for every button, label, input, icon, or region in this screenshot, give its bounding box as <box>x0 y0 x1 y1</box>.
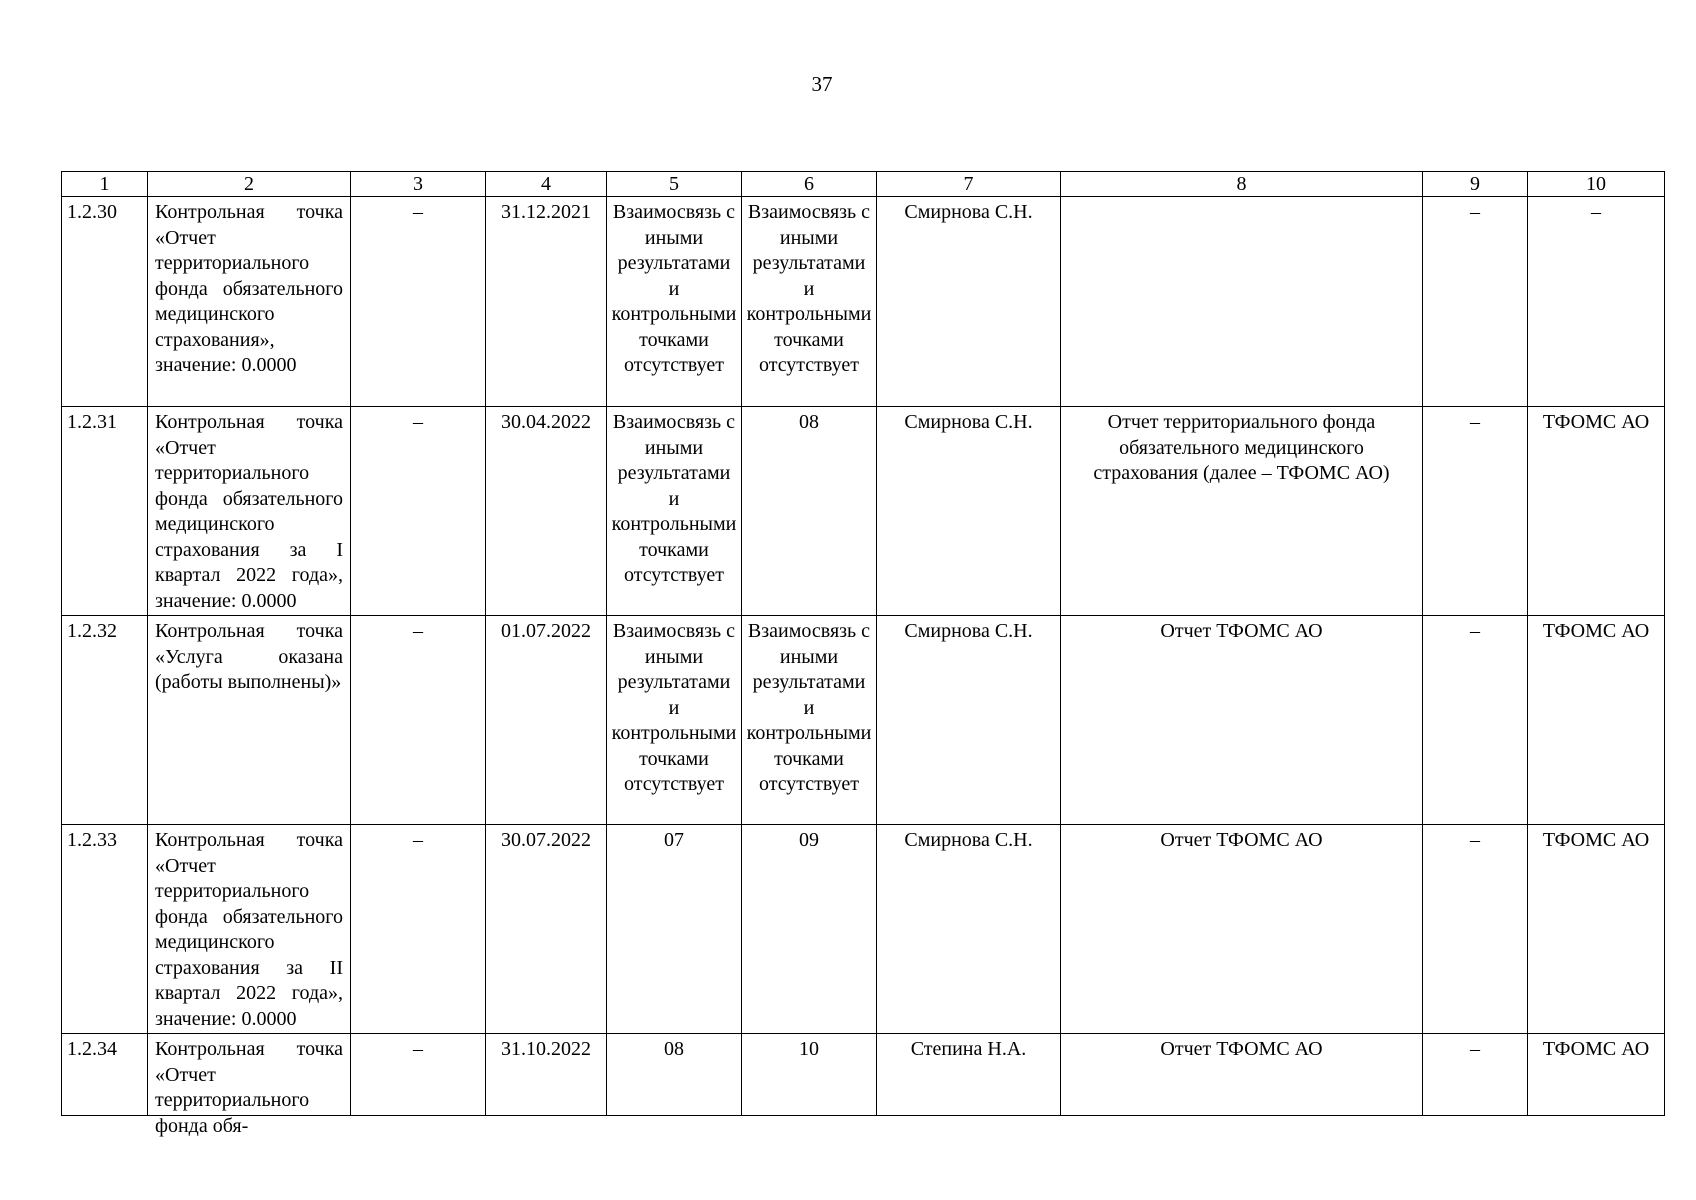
control-points-table <box>61 171 1665 1137</box>
column-header: 1 <box>62 172 148 197</box>
column-header: 4 <box>486 172 607 197</box>
cell-col9: – <box>1423 407 1528 616</box>
cell-col3: – <box>351 197 486 407</box>
row-number: 1.2.31 <box>62 407 148 616</box>
column-header: 9 <box>1423 172 1528 197</box>
header-row <box>62 172 1665 197</box>
cell-col3: – <box>351 1034 486 1116</box>
confirming-document: Отчет ТФОМС АО <box>1061 825 1423 1034</box>
successor: 10 <box>742 1034 877 1116</box>
cell-col3: – <box>351 825 486 1034</box>
predecessor: Взаимосвязь с иными результатами и контрольными точками отсутствует <box>607 616 742 825</box>
column-header: 7 <box>877 172 1061 197</box>
control-point-description: Контрольная точка «Отчет территориального фонда обязательного медицинского страхования», значение: 0.0000 <box>148 197 351 407</box>
table-row <box>62 197 1665 407</box>
cell-col9: – <box>1423 197 1528 407</box>
cell-col9: – <box>1423 1034 1528 1116</box>
due-date: 30.04.2022 <box>486 407 607 616</box>
row-number: 1.2.34 <box>62 1034 148 1116</box>
responsible-person: Степина Н.А. <box>877 1034 1061 1116</box>
responsible-person: Смирнова С.Н. <box>877 616 1061 825</box>
table-row <box>62 1034 1665 1116</box>
responsible-person: Смирнова С.Н. <box>877 407 1061 616</box>
organization: ТФОМС АО <box>1528 825 1665 1034</box>
responsible-person: Смирнова С.Н. <box>877 825 1061 1034</box>
confirming-document <box>1061 197 1423 407</box>
control-point-description-text: Контрольная точка «Отчет территориального фонда обя- <box>155 1038 343 1137</box>
page-number: 37 <box>811 72 833 96</box>
cell-col3: – <box>351 616 486 825</box>
successor: 08 <box>742 407 877 616</box>
successor: Взаимосвязь с иными результатами и контрольными точками отсутствует <box>742 616 877 825</box>
cell-col3: – <box>351 407 486 616</box>
predecessor: Взаимосвязь с иными результатами и контрольными точками отсутствует <box>607 407 742 616</box>
predecessor: Взаимосвязь с иными результатами и контрольными точками отсутствует <box>607 197 742 407</box>
control-point-description <box>148 1034 351 1137</box>
row-number: 1.2.32 <box>62 616 148 825</box>
column-header: 10 <box>1528 172 1665 197</box>
column-header: 8 <box>1061 172 1423 197</box>
organization: ТФОМС АО <box>1528 1034 1665 1116</box>
confirming-document: Отчет ТФОМС АО <box>1061 1034 1423 1116</box>
row-number: 1.2.30 <box>62 197 148 407</box>
control-point-description: Контрольная точка «Услуга оказана (работы выполнены)» <box>148 616 351 825</box>
row-number: 1.2.33 <box>62 825 148 1034</box>
due-date: 31.10.2022 <box>486 1034 607 1116</box>
predecessor: 07 <box>607 825 742 1034</box>
confirming-document: Отчет территориального фонда обязательного медицинского страхования (далее – ТФОМС АО) <box>1061 407 1423 616</box>
organization: ТФОМС АО <box>1528 616 1665 825</box>
table-row <box>62 616 1665 825</box>
column-header: 6 <box>742 172 877 197</box>
due-date: 01.07.2022 <box>486 616 607 825</box>
column-header: 3 <box>351 172 486 197</box>
column-header: 5 <box>607 172 742 197</box>
successor: Взаимосвязь с иными результатами и контрольными точками отсутствует <box>742 197 877 407</box>
column-header: 2 <box>148 172 351 197</box>
successor: 09 <box>742 825 877 1034</box>
table-row <box>62 407 1665 616</box>
cell-col9: – <box>1423 825 1528 1034</box>
organization: ТФОМС АО <box>1528 407 1665 616</box>
organization: – <box>1528 197 1665 407</box>
cell-col9: – <box>1423 616 1528 825</box>
due-date: 31.12.2021 <box>486 197 607 407</box>
predecessor: 08 <box>607 1034 742 1116</box>
responsible-person: Смирнова С.Н. <box>877 197 1061 407</box>
control-point-description: Контрольная точка «Отчет территориального фонда обязательного медицинского страхования за II квартал 2022 года», значение: 0.0000 <box>148 825 351 1034</box>
confirming-document: Отчет ТФОМС АО <box>1061 616 1423 825</box>
due-date: 30.07.2022 <box>486 825 607 1034</box>
table-row <box>62 825 1665 1034</box>
control-point-description: Контрольная точка «Отчет территориального фонда обязательного медицинского страхования за I квартал 2022 года», значение: 0.0000 <box>148 407 351 616</box>
